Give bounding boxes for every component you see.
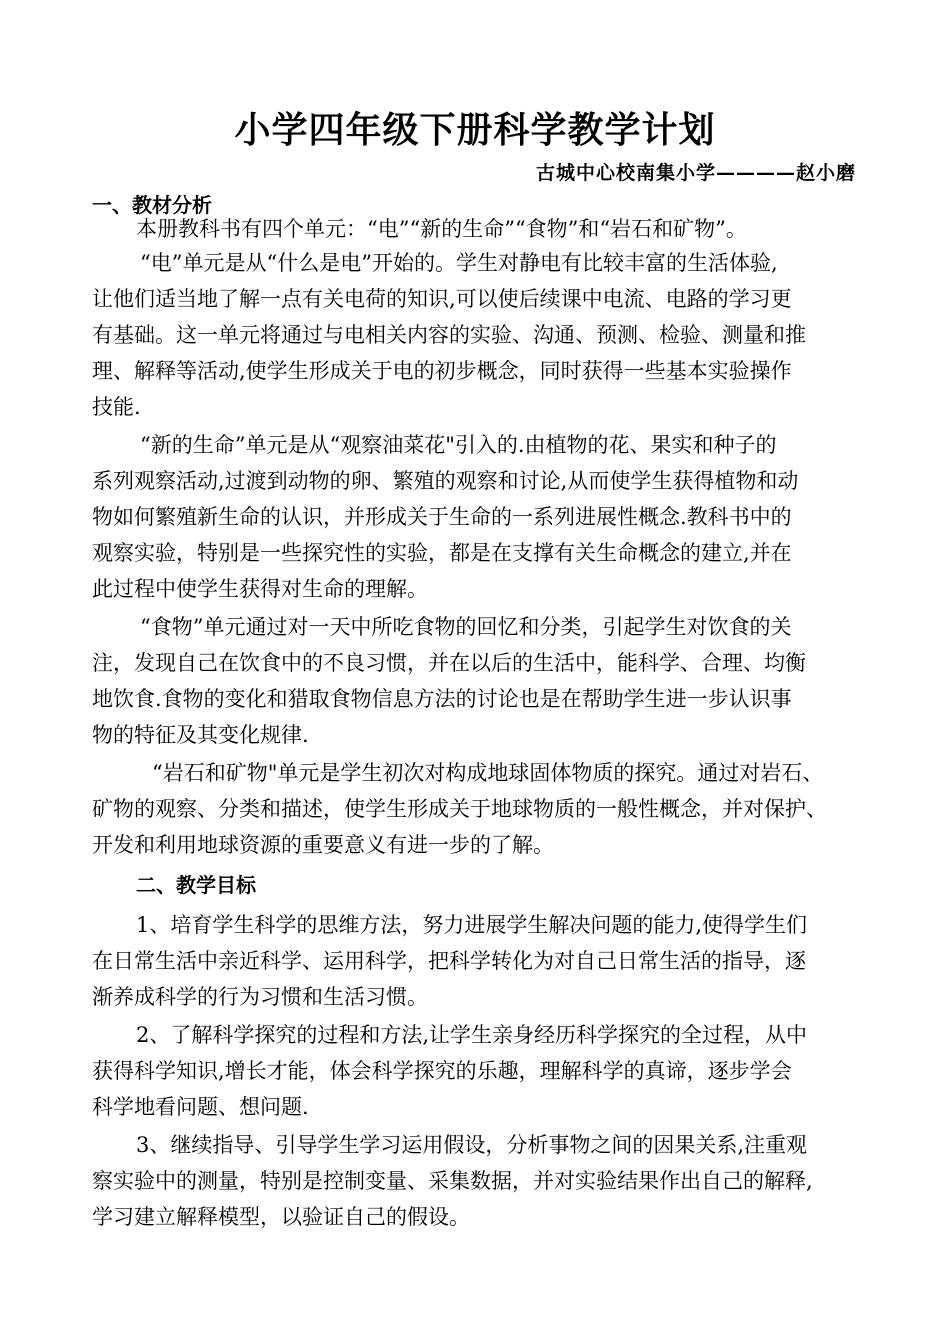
paragraph-line: 2、了解科学探究的过程和方法,让学生亲身经历科学探究的全过程，从中 [136,1023,808,1047]
paragraph-line: 观察实验，特别是一些探究性的实验，都是在支撑有关生命概念的建立,并在 [92,541,792,565]
paragraph-line: 技能. [92,395,141,419]
paragraph-line: 在日常生活中亲近科学、运用科学，把科学转化为对自己日常生活的指导，逐 [92,949,806,973]
paragraph-line: 学习建立解释模型，以验证自己的假设。 [92,1205,470,1229]
paragraph-line: 物如何繁殖新生命的认识，并形成关于生命的一系列进展性概念.教科书中的 [92,505,792,529]
paragraph-line: 本册教科书有四个单元：“电”“新的生命”“食物”和“岩石和矿物”。 [136,217,747,241]
paragraph-line: 理、解释等活动,使学生形成关于电的初步概念，同时获得一些基本实验操作 [92,359,792,383]
paragraph-line: 开发和利用地球资源的重要意义有进一步的了解。 [92,833,554,857]
section-heading-materials: 一、教材分析 [92,193,212,217]
paragraph-line: 1、培育学生科学的思维方法，努力进展学生解决问题的能力,使得学生们 [136,913,808,937]
paragraph-line: “电”单元是从“什么是电”开始的。学生对静电有比较丰富的生活体验, [140,251,778,275]
paragraph-line: “新的生命”单元是从“观察油菜花"引入的.由植物的花、果实和种子的 [140,433,777,457]
paragraph-line: 有基础。这一单元将通过与电相关内容的实验、沟通、预测、检验、测量和推 [92,323,806,347]
section-heading-objectives: 二、教学目标 [136,873,256,897]
paragraph-line: 地饮食.食物的变化和猎取食物信息方法的讨论也是在帮助学生进一步认识事 [92,687,792,711]
paragraph-line: “食物”单元通过对一天中所吃食物的回忆和分类，引起学生对饮食的关 [140,615,792,639]
paragraph-line: 察实验中的测量，特别是控制变量、采集数据，并对实验结果作出自己的解释, [92,1169,813,1193]
paragraph-line: 科学地看问题、想问题. [92,1095,309,1119]
paragraph-line: 物的特征及其变化规律. [92,723,309,747]
paragraph-line: 让他们适当地了解一点有关电荷的知识,可以使后续课中电流、电路的学习更 [92,287,792,311]
paragraph-line: 系列观察活动,过渡到动物的卵、繁殖的观察和讨论,从而使学生获得植物和动 [92,469,799,493]
paragraph-line: 3、继续指导、引导学生学习运用假设，分析事物之间的因果关系,注重观 [136,1133,808,1157]
paragraph-line: 获得科学知识,增长才能，体会科学探究的乐趣，理解科学的真谛，逐步学会 [92,1059,792,1083]
document-author: 古城中心校南集小学————赵小磨 [535,162,856,184]
paragraph-line: 矿物的观察、分类和描述，使学生形成关于地球物质的一般性概念，并对保护、 [92,797,827,821]
paragraph-line: “岩石和矿物"单元是学生初次对构成地球固体物质的探究。通过对岩石、 [152,761,824,785]
paragraph-line: 此过程中使学生获得对生命的理解。 [92,577,428,601]
document-title: 小学四年级下册科学教学计划 [234,109,716,151]
paragraph-line: 渐养成科学的行为习惯和生活习惯。 [92,985,428,1009]
paragraph-line: 注，发现自己在饮食中的不良习惯，并在以后的生活中，能科学、合理、均衡 [92,651,806,675]
